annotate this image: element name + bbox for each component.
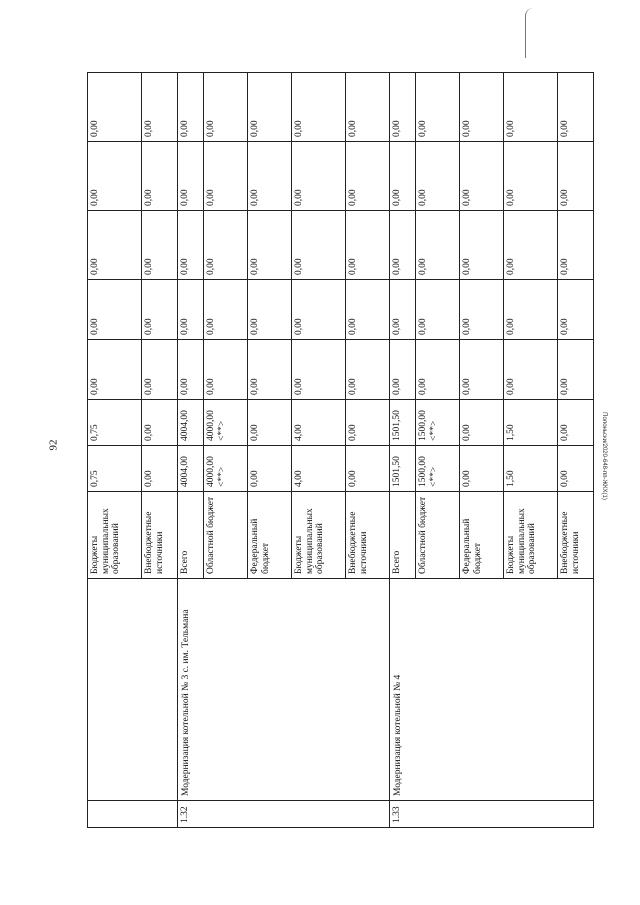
value-cell: 0,00 — [460, 73, 504, 142]
value-cell: 0,00 — [558, 211, 594, 280]
number-cell — [88, 801, 178, 828]
task-cell: Модернизация котельной № 4 — [390, 579, 594, 801]
value-cell: 0,00 — [142, 340, 178, 400]
value-cell: 0,00 — [390, 142, 416, 211]
value-cell: 1,50 — [504, 446, 558, 492]
value-cell: 0,00 — [142, 211, 178, 280]
value-cell: 0,00 — [460, 142, 504, 211]
value-cell: 0,00 — [88, 73, 142, 142]
funding-source-cell: Бюджеты муниципальных образований — [88, 492, 142, 579]
value-cell: 4,00 — [292, 400, 346, 446]
funding-source-cell: Областной бюджет — [416, 492, 460, 579]
value-cell: 0,00 — [558, 73, 594, 142]
value-cell: 0,00 — [504, 340, 558, 400]
value-cell: 0,00 — [504, 73, 558, 142]
value-cell: 0,00 — [416, 340, 460, 400]
value-cell: 0,75 — [88, 400, 142, 446]
value-cell: 4004,00 — [178, 400, 204, 446]
page-number: 92 — [47, 439, 60, 451]
funding-source-cell: Федеральный бюджет — [460, 492, 504, 579]
value-cell: 0,75 — [88, 446, 142, 492]
table-row — [390, 73, 416, 828]
number-cell: 1.33 — [390, 801, 594, 828]
value-cell: 0,00 — [204, 142, 248, 211]
value-cell: 0,00 — [178, 142, 204, 211]
value-cell: 0,00 — [346, 211, 390, 280]
value-cell: 0,00 — [460, 400, 504, 446]
value-cell: 0,00 — [248, 280, 292, 340]
value-cell: 0,00 — [346, 400, 390, 446]
value-cell: 0,00 — [178, 280, 204, 340]
value-cell: 0,00 — [248, 446, 292, 492]
value-cell: 0,00 — [88, 211, 142, 280]
value-cell: 4,00 — [292, 446, 346, 492]
value-cell: 0,00 — [88, 280, 142, 340]
funding-source-cell: Областной бюджет — [204, 492, 248, 579]
value-cell: 0,00 — [460, 280, 504, 340]
value-cell: 0,00 — [346, 142, 390, 211]
value-cell: 0,00 — [292, 211, 346, 280]
value-cell: 0,00 — [416, 280, 460, 340]
value-cell: 0,00 — [248, 400, 292, 446]
funding-source-cell: Внебюджетные источники — [142, 492, 178, 579]
document-code: Полоньски/2020-648-пп-ЖКХ(1) — [601, 412, 607, 500]
value-cell: 0,00 — [390, 211, 416, 280]
value-cell: 0,00 — [204, 340, 248, 400]
value-cell: 0,00 — [460, 340, 504, 400]
value-cell: 0,00 — [142, 73, 178, 142]
funding-source-cell: Всего — [178, 492, 204, 579]
value-cell: 0,00 — [178, 211, 204, 280]
value-cell: 0,00 — [558, 400, 594, 446]
table-row — [178, 73, 204, 828]
value-cell: 1500,00 <**> — [416, 400, 460, 446]
value-cell: 0,00 — [346, 340, 390, 400]
value-cell: 0,00 — [346, 73, 390, 142]
value-cell: 0,00 — [248, 211, 292, 280]
funding-source-cell: Федеральный бюджет — [248, 492, 292, 579]
value-cell: 0,00 — [142, 142, 178, 211]
task-cell — [88, 579, 178, 801]
value-cell: 0,00 — [178, 73, 204, 142]
funding-source-cell: Внебюджетные источники — [558, 492, 594, 579]
value-cell: 0,00 — [204, 280, 248, 340]
value-cell: 0,00 — [292, 280, 346, 340]
value-cell: 4000,00 <**> — [204, 446, 248, 492]
value-cell: 0,00 — [416, 142, 460, 211]
funding-source-cell: Бюджеты муниципальных образований — [504, 492, 558, 579]
value-cell: 0,00 — [88, 340, 142, 400]
value-cell: 0,00 — [248, 73, 292, 142]
value-cell: 0,00 — [504, 142, 558, 211]
table-viewport — [87, 73, 581, 828]
table-row — [88, 73, 142, 828]
value-cell: 0,00 — [558, 280, 594, 340]
value-cell: 0,00 — [292, 340, 346, 400]
value-cell: 0,00 — [504, 280, 558, 340]
value-cell: 0,00 — [178, 340, 204, 400]
value-cell: 0,00 — [558, 446, 594, 492]
value-cell: 0,00 — [390, 73, 416, 142]
value-cell: 0,00 — [292, 73, 346, 142]
value-cell: 0,00 — [292, 142, 346, 211]
value-cell: 0,00 — [416, 73, 460, 142]
value-cell: 0,00 — [460, 211, 504, 280]
value-cell: 4004,00 — [178, 446, 204, 492]
value-cell: 0,00 — [346, 280, 390, 340]
value-cell: 1501,50 — [390, 446, 416, 492]
funding-source-cell: Всего — [390, 492, 416, 579]
value-cell: 4000,00 <**> — [204, 400, 248, 446]
value-cell: 0,00 — [88, 142, 142, 211]
funding-source-cell: Внебюджетные источники — [346, 492, 390, 579]
value-cell: 0,00 — [248, 340, 292, 400]
value-cell: 0,00 — [142, 400, 178, 446]
pen-mark — [525, 8, 540, 58]
task-cell: Модернизация котельной № 3 с. им. Тельмана — [178, 579, 390, 801]
value-cell: 0,00 — [248, 142, 292, 211]
value-cell: 1,50 — [504, 400, 558, 446]
value-cell: 0,00 — [142, 446, 178, 492]
value-cell: 0,00 — [504, 211, 558, 280]
value-cell: 0,00 — [390, 280, 416, 340]
value-cell: 0,00 — [390, 340, 416, 400]
number-cell: 1.32 — [178, 801, 390, 828]
value-cell: 0,00 — [416, 211, 460, 280]
value-cell: 1501,50 — [390, 400, 416, 446]
funding-table — [87, 72, 594, 828]
value-cell: 0,00 — [204, 211, 248, 280]
value-cell: 1500,00 <**> — [416, 446, 460, 492]
value-cell: 0,00 — [460, 446, 504, 492]
value-cell: 0,00 — [558, 142, 594, 211]
funding-source-cell: Бюджеты муниципальных образований — [292, 492, 346, 579]
value-cell: 0,00 — [346, 446, 390, 492]
value-cell: 0,00 — [558, 340, 594, 400]
value-cell: 0,00 — [204, 73, 248, 142]
value-cell: 0,00 — [142, 280, 178, 340]
